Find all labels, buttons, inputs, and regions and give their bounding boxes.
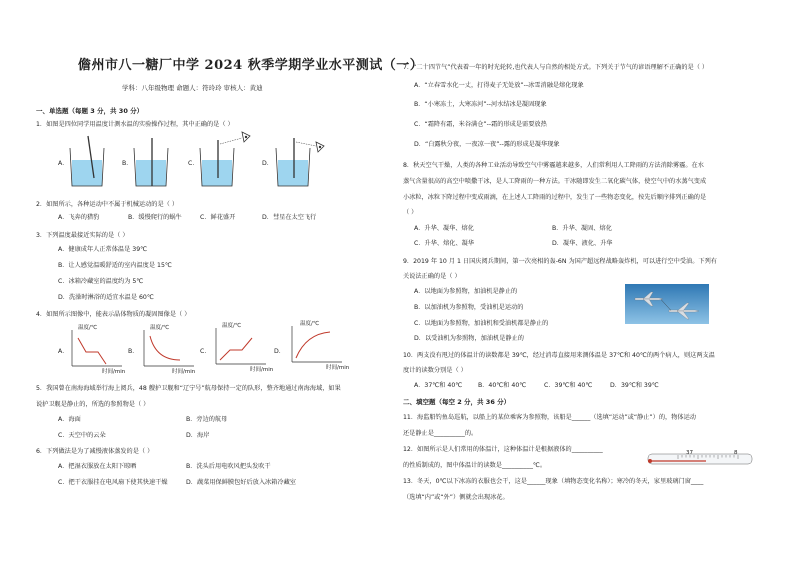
q8-option-d: D．凝华、液化、升华 [552,240,613,247]
q10-option-a: A．37℃和 40℃ [414,382,463,389]
q4-graph-c [216,328,270,368]
question-8-line-1: 8．秋天空气干燥，人类的各种工业活动导致空气中雾霾越来越多，人们常利用人工降雨的方法消除雾霾。在水 [403,162,704,169]
q4-label-b: B． [128,348,139,355]
question-6-stem: 6．下列做法是为了减慢液体蒸发的是（ ） [36,448,154,455]
q2-option-d: D．彗星在太空飞行 [262,214,317,221]
q8-option-a: A．升华、凝华、熔化 [414,225,474,232]
question-2-stem: 2．如图所示，各种运动中不属于机械运动的是（ ） [36,201,179,208]
question-13-line-1: 13．冬天，0℃以下冰冻的衣服也会干，这是______现象（填物态变化名称）；寒冷的冬天，家里玻璃门窗____ [403,478,704,485]
q7-option-c: C．“霜降有霜，米谷满仓”--霜的形成是需要放热 [414,121,547,128]
thermometer-scale-right: 8 [734,450,738,456]
q7-option-b: B．“小寒冻土，大寒冻河”--河水结冰是凝固现象 [414,101,547,108]
question-12-line-1: 12．如图所示是人们常用的体温计，这种体温计是根据液体的__________ [403,446,603,453]
question-8-line-4: （ ） [403,209,418,216]
q4-a-ylabel: 温度/℃ [78,325,98,331]
q5-option-b: B．旁边的航母 [186,416,228,423]
question-9-line-1: 9．2019 年 10 月 1 日国庆阅兵期间，第一次亮相的轰-6N 为国产超远程战略轰炸机，可以进行空中受油。下列有 [403,258,717,265]
question-5-line-1: 5．我国曾在南海海域举行海上阅兵，48 艘护卫舰和“辽宁号”航母保持一定的队形，整齐地通过南海海域，如果 [36,385,341,392]
q10-option-b: B．40℃和 40℃ [478,382,527,389]
question-13-line-2: （选填“内”或“外”）侧就会出现冰花。 [403,494,509,501]
page-title: 儋州市八一糖厂中学 2024 秋季学期学业水平测试（一） [78,58,424,73]
q1-label-a: A． [58,160,69,167]
exam-meta: 学科：八年级物理 命题人：符玲玲 审核人：黄迪 [122,84,263,92]
q10-option-c: C．39℃和 40℃ [544,382,593,389]
q1-label-d: D． [262,160,273,167]
q8-option-c: C．升华、熔化、凝华 [414,240,475,247]
q5-option-d: D．海岸 [186,432,210,439]
q7-option-d: D．“白露秋分夜，一夜凉一夜”--露的形成是凝华现象 [414,141,560,148]
q6-option-d: D．蔬菜用保鲜膜包好后放入冰箱冷藏室 [186,479,296,486]
section-heading-fill-blank: 二、填空题（每空 2 分，共 36 分） [403,398,511,406]
q7-option-a: A．“立春雪水化一丈，打得麦子无处放”--冰雪消融是熔化现象 [414,82,584,89]
q6-option-b: B．洗头后用电吹风把头发吹干 [186,463,271,470]
q4-a-xlabel: 时间/min [102,369,126,375]
refueling-aircraft-photo [625,284,709,324]
q9-option-a: A．以地面为参照物，加油机是静止的 [414,288,518,295]
question-10-line-2: 度计的读数分别是（ ） [403,367,467,374]
section-heading-single-choice: 一、单选题（每题 3 分，共 30 分） [36,107,144,115]
q4-c-ylabel: 温度/℃ [222,323,242,329]
q5-option-a: A．海面 [58,416,81,423]
question-8-line-2: 蒸气含量很高的高空中喷撒干冰，是人工降雨的一种方法。干冰随即发生二氧化碳气体，使空气中的水蒸气变成 [403,178,707,185]
q2-option-b: B．缓慢爬行的蜗牛 [128,214,182,221]
question-11-line-2: 还是静止是__________的。 [403,430,478,437]
q6-option-a: A．把湿衣服放在太阳下晾晒 [58,463,137,470]
q9-option-d: D．以受油机为参照物，加油机是静止的 [414,335,524,342]
q4-b-ylabel: 温度/℃ [150,325,170,331]
question-7-stem: 7．“二十四节气”代表着一年的时光轮转,也代表人与自然的相处方式。下列关于节气的谚语理解不正确的是（ ） [403,64,709,71]
q1-label-b: B． [122,160,133,167]
q2-option-c: C．鲜花盛开 [200,214,236,221]
beaker-figure-a [68,134,108,192]
q4-d-xlabel: 时间/min [326,365,350,371]
beaker-figure-c [198,130,258,192]
q4-label-a: A． [58,348,69,355]
q9-option-c: C．以地面为参照物，加油机和受油机都是静止的 [414,320,549,327]
q4-c-xlabel: 时间/min [250,367,274,373]
question-1-stem: 1．如图是四位同学用温度计测水温的实验操作过程，其中正确的是（ ） [36,121,234,128]
q1-label-c: C． [188,160,199,167]
question-5-line-2: 说护卫舰是静止的，所选的参照物是（ ） [36,401,150,408]
q4-b-xlabel: 时间/min [172,369,196,375]
question-12-line-2: 的性质制成的，图中体温计的读数是__________℃。 [403,462,547,469]
clinical-thermometer-figure [646,448,756,470]
q4-label-d: D． [274,348,285,355]
thermometer-scale-left: 37 [686,450,693,456]
question-10-line-1: 10．两支没有甩过的体温计的读数都是 39℃，经过消毒直接用来测体温是 37℃和 40℃的两个病人，则这两支温 [403,352,715,359]
q4-graph-d [292,326,346,366]
q2-option-a: A．飞奔的猎豹 [58,214,100,221]
q3-option-d: D．洗澡时淋浴的适宜水温是 60℃ [58,294,154,301]
q4-label-c: C． [200,348,211,355]
q4-graph-b [144,330,198,370]
question-9-line-2: 关说法正确的是（ ） [403,273,461,280]
question-8-line-3: 小冰粒，冰粒下降过程中变成雨滴，在上述人工降雨的过程中，发生了一些物态变化，按先后顺序排列正确的是 [403,194,707,201]
q10-option-d: D．39℃和 39℃ [610,382,659,389]
q9-option-b: B．以加油机为参照物，受油机是运动的 [414,304,524,311]
beaker-figure-b [132,134,172,192]
q4-d-ylabel: 温度/℃ [300,321,320,327]
q5-option-c: C．天空中的云朵 [58,432,106,439]
question-4-stem: 4．如图所示图像中，能表示晶体物质的凝固图像是（ ） [36,311,191,318]
q8-option-b: B．升华、凝固、熔化 [552,225,612,232]
beaker-figure-d [274,128,334,192]
q3-option-a: A．健康成年人正常体温是 39℃ [58,246,148,253]
question-11-line-1: 11．海监船钓鱼岛巡航，以船上的某位乘客为参照物，该船是______（选填“运动”或“静止”）的，物体运动 [403,414,696,421]
q4-graph-a [72,330,126,370]
question-3-stem: 3．下列温度最接近实际的是（ ） [36,232,129,239]
q3-option-c: C．冰箱冷藏室的温度约为 5℃ [58,278,144,285]
q6-option-c: C．把干衣服挂在电风扇下使其快速干燥 [58,479,168,486]
q3-option-b: B．让人感觉温暖舒适的室内温度是 15℃ [58,262,172,269]
